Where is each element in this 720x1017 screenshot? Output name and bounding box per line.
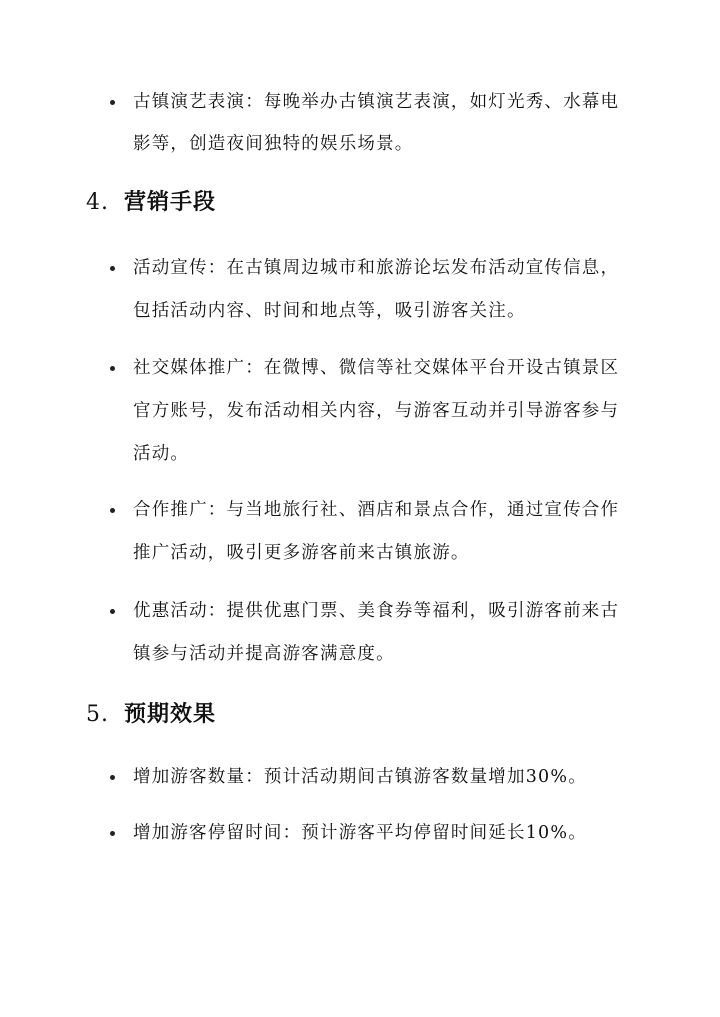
- bullet-dot: [110, 366, 115, 371]
- list-item-line: 影等，创造夜间独特的娱乐场景。: [133, 134, 414, 154]
- list-item-line: 古镇演艺表演：每晚举办古镇演艺表演，如灯光秀、水幕电: [133, 92, 620, 112]
- list-item-line: 优惠活动：提供优惠门票、美食券等福利，吸引游客前来古: [133, 601, 620, 621]
- section-number: 4.: [86, 190, 109, 215]
- bullet-dot: [110, 266, 115, 271]
- section-number: 5.: [86, 702, 109, 727]
- section-title: 营销手段: [124, 189, 217, 215]
- list-item-line: 官方账号，发布活动相关内容，与游客互动并引导游客参与: [133, 401, 620, 421]
- list-item-line: 社交媒体推广：在微博、微信等社交媒体平台开设古镇景区: [133, 358, 620, 378]
- section-title: 预期效果: [124, 701, 217, 727]
- list-item-line: 合作推广：与当地旅行社、酒店和景点合作，通过宣传合作: [133, 500, 620, 520]
- bullet-dot: [110, 775, 115, 780]
- list-item-line: 推广活动，吸引更多游客前来古镇旅游。: [133, 543, 470, 563]
- section-heading: [86, 188, 216, 217]
- bullet-dot: [110, 508, 115, 513]
- list-item-line: 活动。: [133, 444, 190, 464]
- bullet-dot: [110, 831, 115, 836]
- bullet-dot: [110, 100, 115, 105]
- list-item-line: 活动宣传：在古镇周边城市和旅游论坛发布活动宣传信息，: [133, 258, 620, 278]
- list-item-line: 包括活动内容、时间和地点等，吸引游客关注。: [133, 301, 526, 321]
- list-item-line: 增加游客停留时间：预计游客平均停留时间延长10%。: [133, 823, 587, 843]
- list-item-line: 镇参与活动并提高游客满意度。: [133, 644, 395, 664]
- section-heading: [86, 700, 216, 729]
- list-item-line: 增加游客数量：预计活动期间古镇游客数量增加30%。: [133, 767, 587, 787]
- bullet-dot: [110, 609, 115, 614]
